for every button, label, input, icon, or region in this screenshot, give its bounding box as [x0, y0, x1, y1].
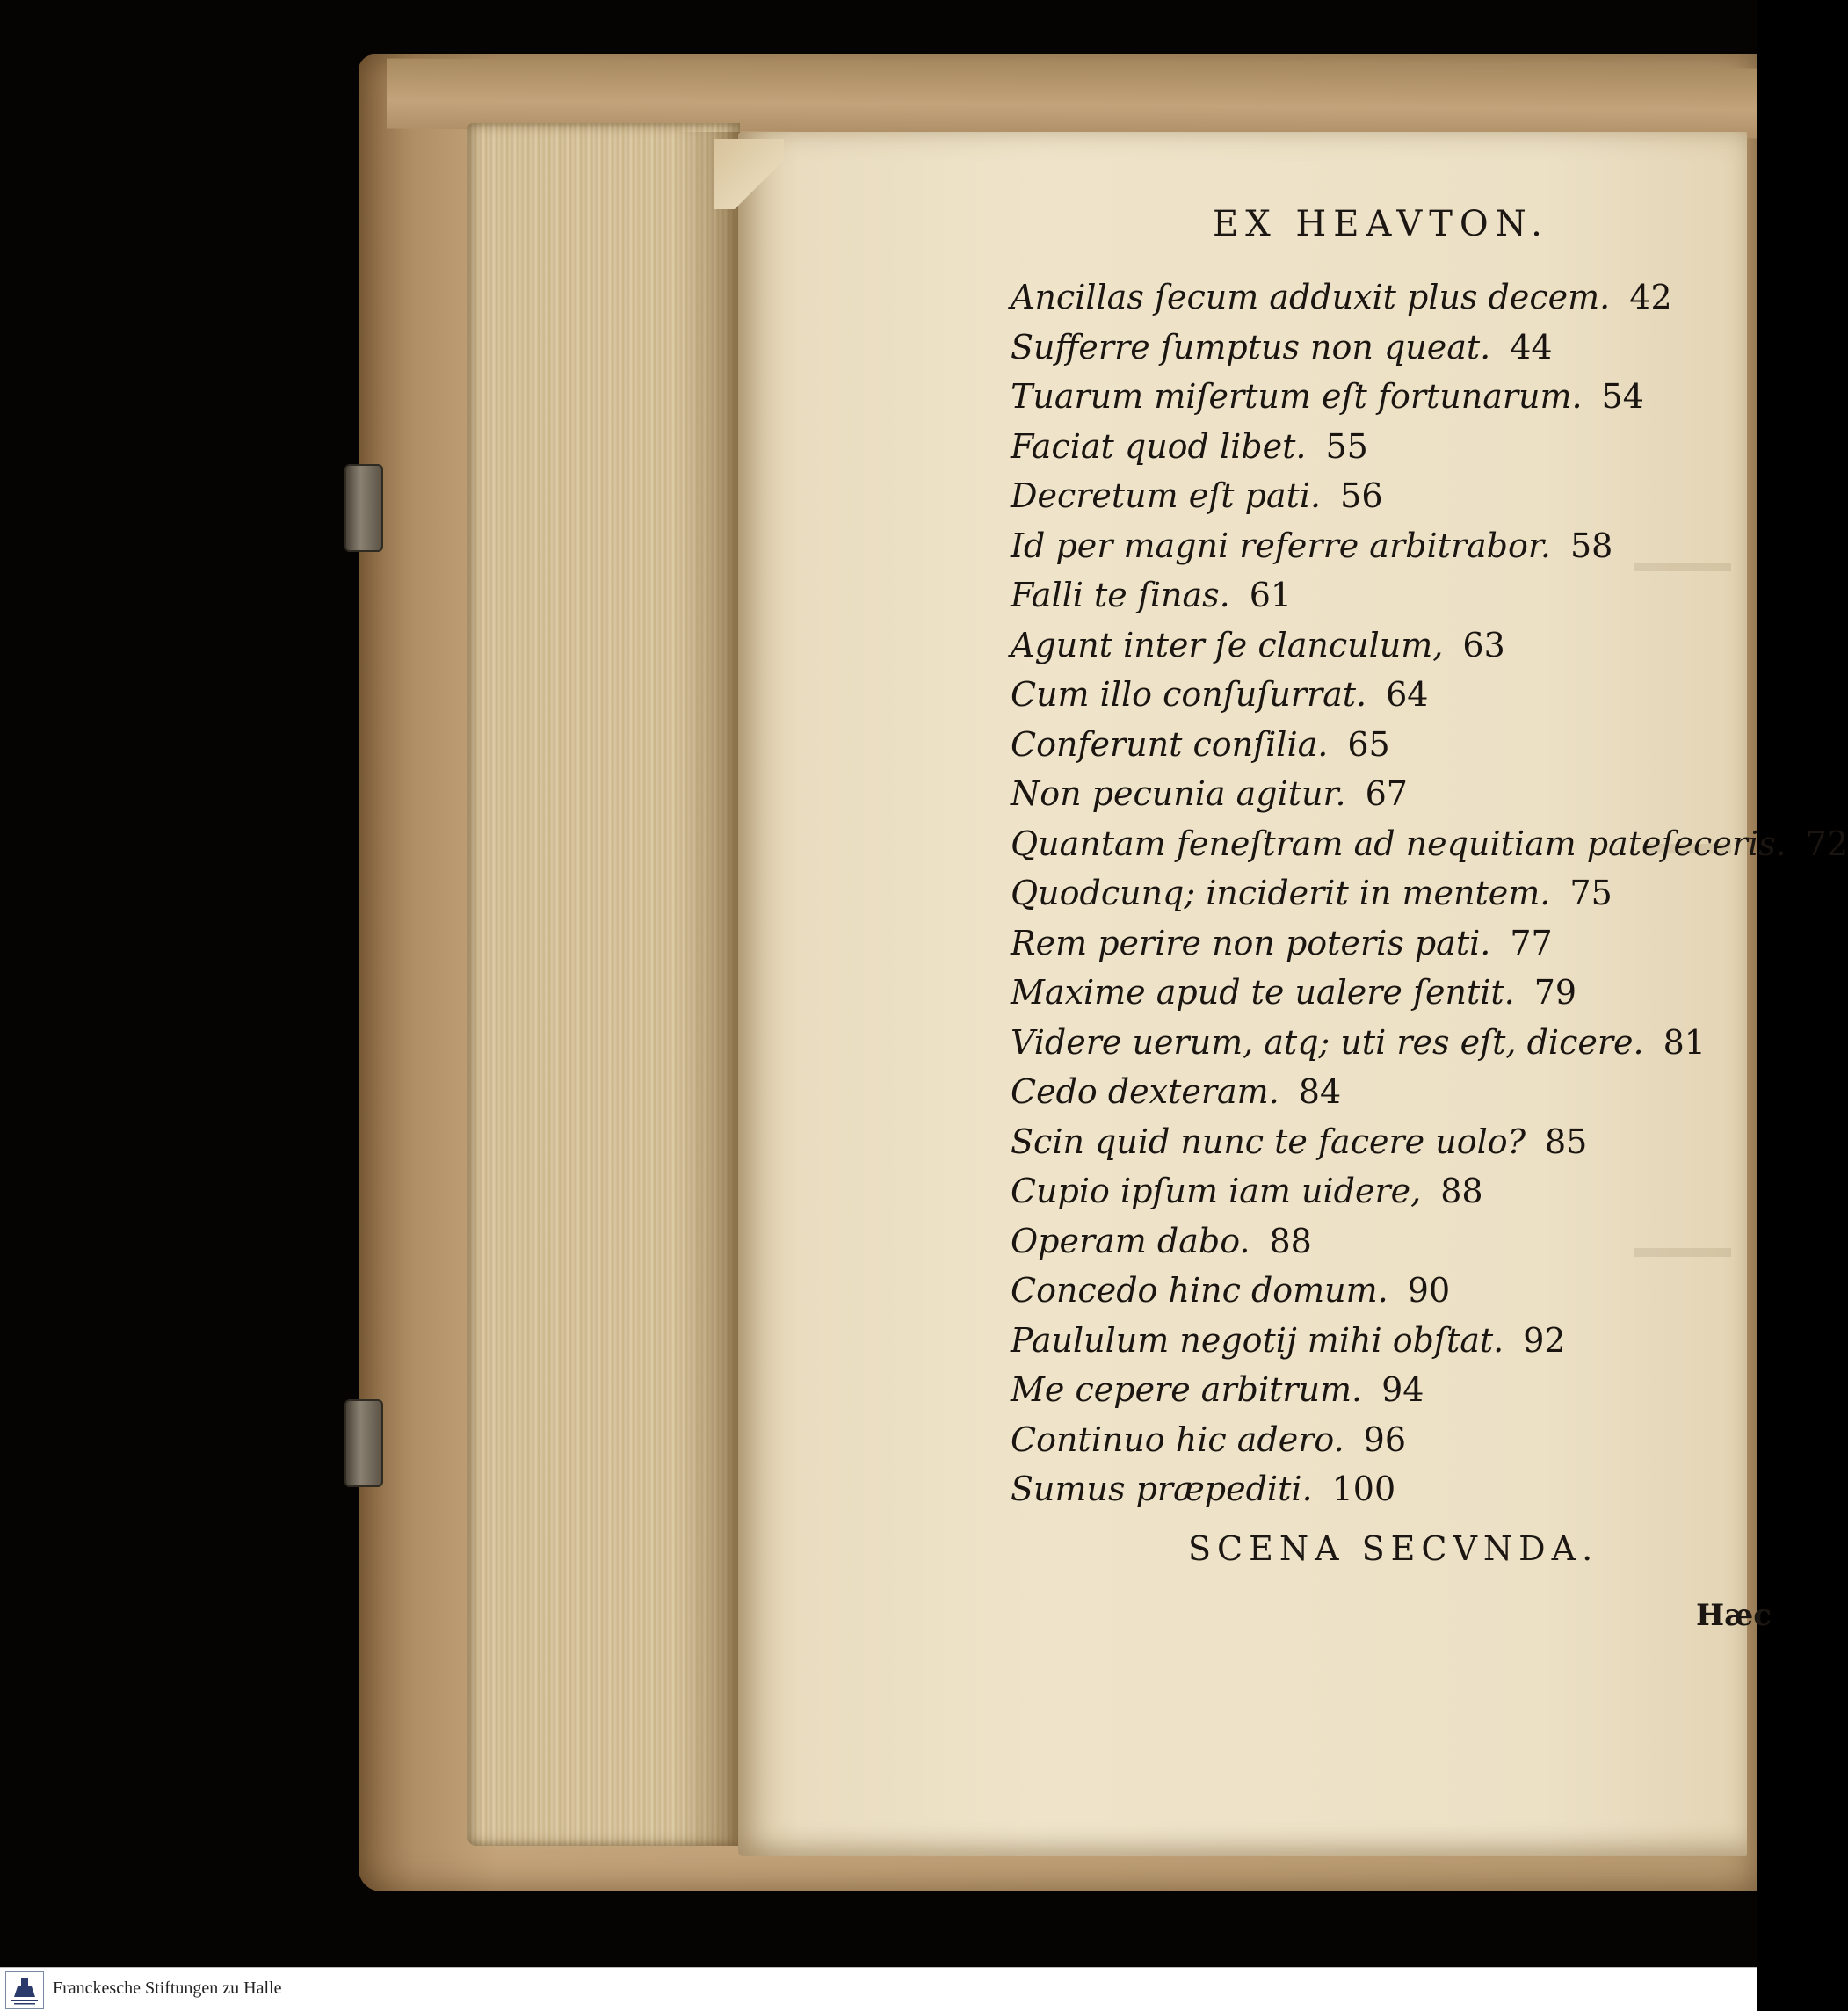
phrase-text: Faciat quod libet. [1011, 426, 1307, 466]
phrase-text: Ancillas ſecum adduxit plus decem. [1011, 278, 1611, 316]
phrase-entry [1011, 1365, 1848, 1415]
phrase-text: Tuarum miſertum eſt fortunarum. [1011, 377, 1583, 416]
verse-number: 94 [1381, 1370, 1424, 1409]
phrase-entry [1011, 422, 1848, 472]
phrase-entry [1011, 272, 1848, 323]
phrase-text: Rem perire non poteris pati. [1011, 923, 1491, 962]
verse-number: 88 [1269, 1221, 1312, 1260]
verse-number: 77 [1510, 923, 1553, 962]
phrase-entry [1011, 372, 1848, 422]
running-head: EX HEAVTON. [1213, 204, 1549, 244]
verse-number: 100 [1331, 1470, 1396, 1508]
verse-number: 42 [1629, 278, 1672, 316]
phrase-text: Decretum eſt pati. [1011, 476, 1322, 515]
phrase-text: Quodcunq; inciderit in mentem. [1011, 874, 1551, 912]
phrase-entry [1011, 670, 1848, 720]
verse-number: 55 [1325, 426, 1368, 466]
verse-number: 61 [1249, 576, 1293, 614]
phrase-entry [1011, 968, 1848, 1018]
phrase-entry [1011, 1117, 1848, 1167]
phrase-text: Continuo hic adero. [1011, 1419, 1344, 1459]
phrase-entry [1011, 819, 1848, 869]
phrase-entry [1011, 1166, 1848, 1216]
phrase-text: Falli te ſinas. [1011, 576, 1230, 614]
verse-number: 56 [1340, 476, 1383, 515]
phrase-text: Videre uerum, atq; uti res eſt, dicere. [1011, 1022, 1644, 1062]
phrase-text: Me cepere arbitrum. [1011, 1370, 1363, 1409]
verse-number: 75 [1569, 874, 1612, 912]
phrase-entry [1011, 570, 1848, 621]
phrase-text: Cedo dexteram. [1011, 1072, 1279, 1111]
phrase-text: Scin quid nunc te facere uolo? [1011, 1122, 1526, 1161]
verse-number: 64 [1386, 675, 1429, 714]
phrase-entry [1011, 521, 1848, 571]
phrase-entry [1011, 1067, 1848, 1117]
footer-bar [0, 1967, 1757, 2011]
phrase-text: Sumus præpediti. [1011, 1470, 1313, 1508]
institution-logo-icon [5, 1971, 44, 2009]
phrase-entry [1011, 1316, 1848, 1366]
phrase-text: Conferunt conſilia. [1011, 724, 1329, 764]
verse-number: 90 [1407, 1271, 1451, 1310]
phrase-text: Maxime apud te ualere ſentit. [1011, 973, 1515, 1012]
verse-number: 65 [1347, 724, 1390, 764]
phrase-entry [1011, 323, 1848, 373]
scene-heading: SCENA SECVNDA. [1188, 1529, 1599, 1568]
verse-number: 81 [1663, 1022, 1706, 1062]
clasp-upper [344, 464, 383, 552]
phrase-text: Cum illo conſuſurrat. [1011, 675, 1367, 714]
phrase-text: Operam dabo. [1011, 1221, 1250, 1260]
phrase-text: Cupio ipſum iam uidere, [1011, 1172, 1422, 1210]
phrase-entry [1011, 1464, 1848, 1514]
phrase-text: Concedo hinc domum. [1011, 1271, 1388, 1310]
verse-number: 79 [1533, 973, 1577, 1012]
phrase-text: Quantam feneſtram ad nequitiam pateſeceris. [1011, 824, 1786, 863]
phrase-text: Paululum negotij mihi obſtat. [1011, 1320, 1504, 1360]
phrase-text: Id per magni referre arbitrabor. [1011, 526, 1551, 565]
page-gutter-shadow [677, 132, 745, 1846]
verse-number: 67 [1365, 774, 1408, 813]
phrase-text: Agunt inter ſe clanculum, [1011, 625, 1444, 664]
institution-name[interactable]: Franckesche Stiftungen zu Halle [53, 1978, 282, 1998]
phrase-entry [1011, 769, 1848, 819]
verse-number: 85 [1544, 1122, 1588, 1161]
verse-number: 44 [1510, 327, 1553, 367]
verse-number: 58 [1569, 526, 1613, 565]
phrase-entry [1011, 918, 1848, 969]
phrase-list [1011, 272, 1848, 1514]
phrase-text: Non pecunia agitur. [1011, 774, 1346, 813]
catchword: Hæc [1696, 1598, 1772, 1633]
verse-number: 88 [1440, 1172, 1483, 1210]
verse-number: 54 [1601, 377, 1644, 416]
clasp-lower [344, 1399, 383, 1487]
phrase-entry [1011, 1266, 1848, 1316]
verse-number: 72 [1805, 824, 1848, 863]
phrase-entry [1011, 1415, 1848, 1465]
phrase-entry [1011, 1018, 1848, 1068]
phrase-entry [1011, 471, 1848, 521]
phrase-entry [1011, 720, 1848, 770]
phrase-entry [1011, 1216, 1848, 1267]
verse-number: 96 [1363, 1419, 1407, 1459]
verse-number: 92 [1523, 1320, 1566, 1360]
phrase-entry [1011, 621, 1848, 671]
phrase-entry [1011, 868, 1848, 918]
verse-number: 63 [1462, 625, 1505, 664]
verse-number: 84 [1298, 1072, 1342, 1111]
phrase-text: Sufferre ſumptus non queat. [1011, 327, 1491, 367]
